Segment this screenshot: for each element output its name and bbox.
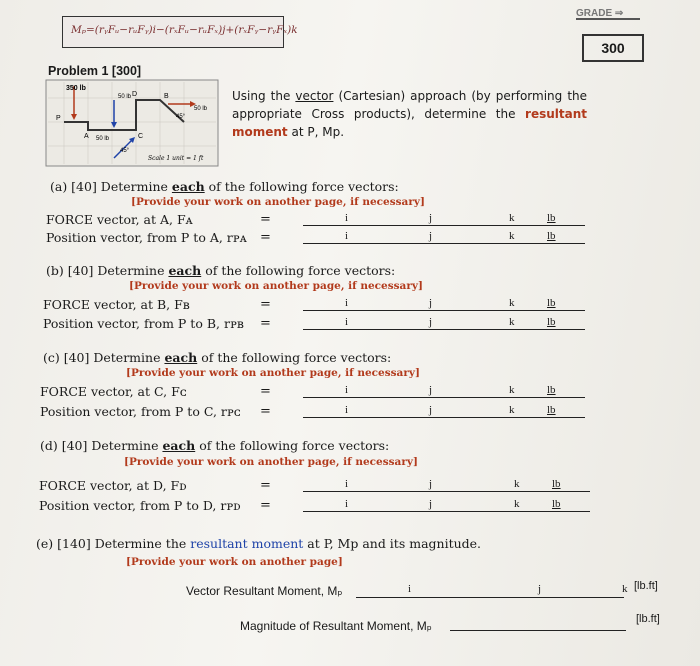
answer-line[interactable]	[303, 310, 585, 311]
unit-j-marker: j	[429, 212, 433, 224]
point-p-label: P	[56, 115, 61, 122]
point-d-label: D	[132, 91, 138, 98]
section-b-force-label: FORCE vector, at B, Fʙ	[43, 297, 190, 312]
section-d-note: [Provide your work on another page, if necessary]	[124, 456, 418, 468]
label-350: 350 lb	[66, 85, 86, 92]
problem-description: Using the vector (Cartesian) approach (by performing the appropriate Cross products), determine the resultant moment at P, Mp.	[232, 89, 588, 139]
unit-k-marker: k	[509, 230, 515, 242]
moment-formula: Mₚ=(rᵧFᵤ−rᵤFᵧ)i−(rₓFᵤ−rᵤFₓ)j+(rₓFᵧ−rᵧFₓ)k	[71, 24, 298, 36]
unit-k-marker: k	[514, 498, 520, 510]
section-c-position-label: Position vector, from P to C, rᴘᴄ	[40, 404, 241, 419]
label-50-top: 50 lb	[118, 94, 132, 100]
answer-line[interactable]	[303, 329, 585, 330]
section-d-force-label: FORCE vector, at D, Fᴅ	[39, 478, 187, 493]
label-50-right: 50 lb	[194, 106, 208, 112]
unit-lb-marker: lb	[552, 478, 561, 490]
answer-line[interactable]	[303, 417, 585, 418]
unit-lb-marker: lb	[547, 404, 556, 416]
point-a-label: A	[84, 133, 89, 140]
point-c-label: C	[138, 133, 144, 140]
magnitude-resultant-unit: [lb.ft]	[636, 613, 660, 625]
unit-lb-marker: lb	[547, 230, 556, 242]
answer-line[interactable]	[303, 225, 585, 226]
beam-figure	[44, 78, 220, 168]
unit-k-marker: k	[514, 478, 520, 490]
unit-k-marker: k	[509, 297, 515, 309]
unit-i-marker: i	[345, 316, 349, 328]
unit-j-marker: j	[429, 478, 433, 490]
point-b-label: B	[164, 93, 169, 100]
unit-i-marker: i	[345, 230, 349, 242]
unit-j-marker: j	[429, 498, 433, 510]
grade-divider	[576, 18, 640, 20]
unit-lb-marker: lb	[552, 498, 561, 510]
label-50-bottom: 50 lb	[96, 136, 110, 142]
section-c-note: [Provide your work on another page, if necessary]	[126, 367, 420, 379]
equals-sign: =	[260, 384, 271, 399]
section-b-position-label: Position vector, from P to B, rᴘʙ	[43, 316, 244, 331]
equals-sign: =	[260, 212, 271, 227]
grade-value-box: 300	[582, 34, 644, 62]
unit-lb-marker: lb	[547, 212, 556, 224]
section-d-heading: (d) [40] Determine each of the following force vectors:	[40, 438, 390, 453]
equals-sign: =	[260, 230, 271, 245]
answer-line[interactable]	[303, 491, 590, 492]
section-b-heading: (b) [40] Determine each of the following force vectors:	[46, 263, 396, 278]
unit-lb-marker: lb	[547, 316, 556, 328]
grade-label: GRADE ⇒	[576, 8, 624, 19]
equals-sign: =	[260, 297, 271, 312]
vector-resultant-unit: [lb.ft]	[634, 580, 658, 592]
moment-formula-box	[62, 16, 298, 48]
unit-lb-marker: lb	[547, 384, 556, 396]
unit-i-marker: i	[345, 498, 349, 510]
section-a-force-label: FORCE vector, at A, Fᴀ	[46, 212, 193, 227]
equals-sign: =	[260, 498, 271, 513]
angle-label-a: 45°	[176, 114, 186, 120]
section-c-force-label: FORCE vector, at C, Fᴄ	[40, 384, 187, 399]
vector-keyword: vector	[295, 89, 334, 103]
section-a-position-label: Position vector, from P to A, rᴘᴀ	[46, 230, 247, 245]
resultant-moment-keyword: resultant moment	[232, 107, 587, 139]
unit-j-marker: j	[429, 230, 433, 242]
answer-line[interactable]	[303, 397, 585, 398]
answer-line[interactable]	[303, 511, 590, 512]
answer-line[interactable]	[303, 243, 585, 244]
vector-resultant-label: Vector Resultant Moment, Mₚ	[186, 584, 343, 598]
equals-sign: =	[260, 478, 271, 493]
section-d-position-label: Position vector, from P to D, rᴘᴅ	[39, 498, 241, 513]
section-a-note: [Provide your work on another page, if necessary]	[131, 196, 425, 208]
section-b-note: [Provide your work on another page, if necessary]	[129, 280, 423, 292]
problem-title: Problem 1 [300]	[48, 64, 142, 78]
unit-j-marker: j	[429, 316, 433, 328]
unit-i-marker: i	[345, 478, 349, 490]
section-e-heading: (e) [140] Determine the resultant moment at P, Mp and its magnitude.	[36, 536, 482, 551]
unit-i-marker: i	[345, 212, 349, 224]
unit-k-marker: k	[509, 212, 515, 224]
unit-i-marker: i	[345, 404, 349, 416]
unit-k-marker: k	[509, 384, 515, 396]
unit-j-marker: j	[429, 404, 433, 416]
section-e-note: [Provide your work on another page]	[126, 556, 343, 568]
unit-k-marker: k	[622, 583, 628, 595]
unit-k-marker: k	[509, 404, 515, 416]
unit-j-marker: j	[429, 297, 433, 309]
unit-i-marker: i	[345, 384, 349, 396]
magnitude-answer-line[interactable]	[450, 630, 626, 631]
angle-label-b: 45°	[120, 148, 130, 154]
vector-resultant-answer-line[interactable]	[356, 597, 624, 598]
section-c-heading: (c) [40] Determine each of the following force vectors:	[43, 350, 392, 365]
section-a-heading: (a) [40] Determine each of the following force vectors:	[50, 179, 399, 194]
unit-j-marker: j	[429, 384, 433, 396]
equals-sign: =	[260, 316, 271, 331]
unit-j-marker: j	[538, 583, 542, 595]
unit-i-marker: i	[345, 297, 349, 309]
unit-i-marker: i	[408, 583, 412, 595]
unit-k-marker: k	[509, 316, 515, 328]
unit-lb-marker: lb	[547, 297, 556, 309]
scale-label: Scale 1 unit = 1 ft	[148, 155, 204, 162]
magnitude-resultant-label: Magnitude of Resultant Moment, Mₚ	[240, 619, 432, 633]
equals-sign: =	[260, 404, 271, 419]
